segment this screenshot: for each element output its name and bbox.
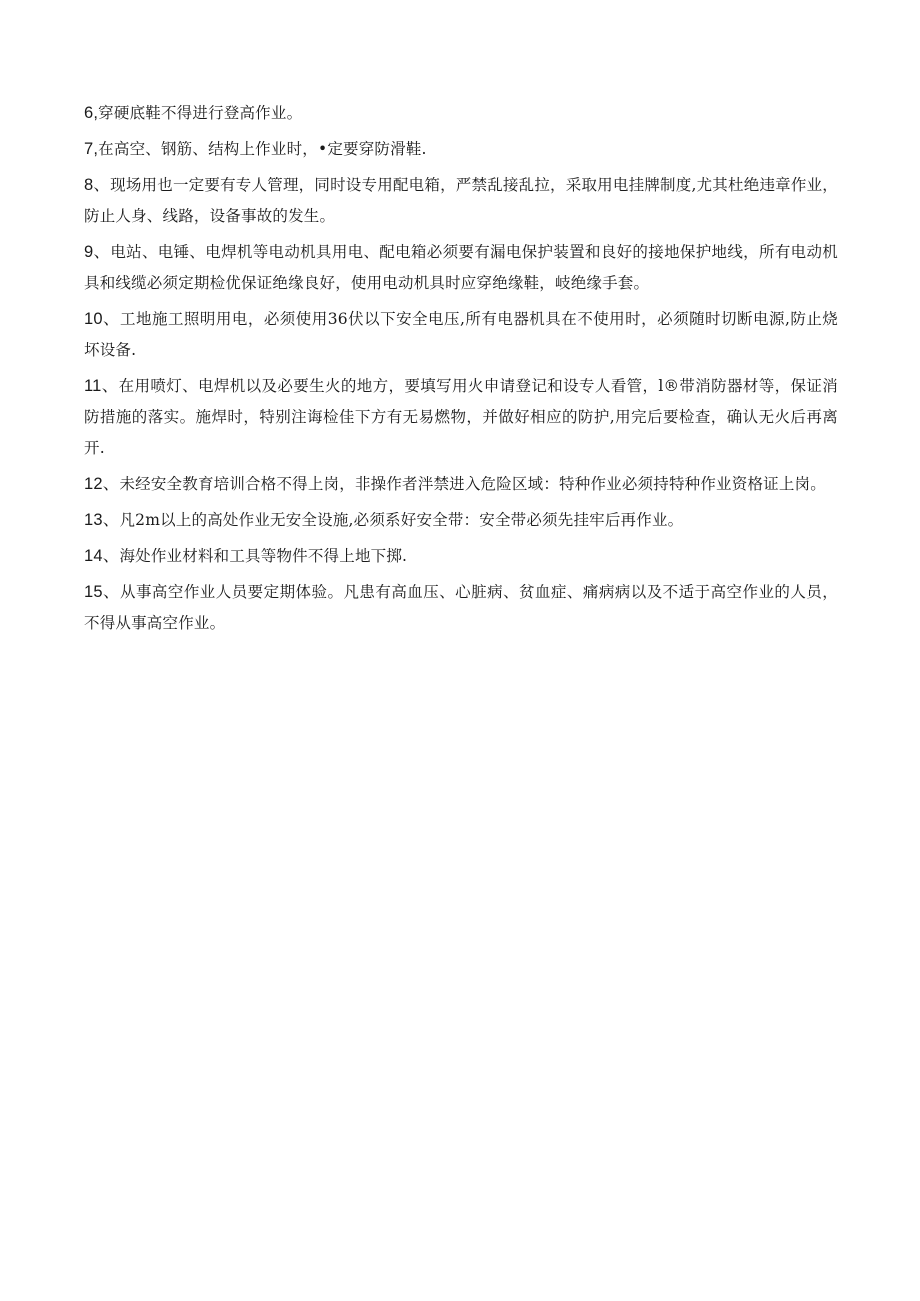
item-text: 在高空、钢筋、结构上作业时，•定要穿防滑鞋.	[98, 140, 427, 158]
item-number: 14、	[84, 547, 120, 565]
item-text: 穿硬底鞋不得进行登高作业。	[98, 104, 303, 122]
item-text: 海处作业材料和工具等物件不得上地下掷.	[119, 547, 408, 565]
item-text: 电站、电锤、电焊机等电动机具用电、配电箱必须要有漏电保护装置和良好的接地保护地线，所有电动机具和线缆必须定期检优保证绝缘良好，使用电动机具时应穿绝缘鞋，岐绝缘手套。	[84, 243, 838, 292]
item-number: 11、	[84, 377, 119, 395]
paragraph-14	[84, 541, 838, 572]
item-number: 15、	[84, 583, 120, 601]
item-text: 现场用也一定要有专人管理，同时设专用配电箱，严禁乱接乱拉，采取用电挂牌制度,尤其杜绝违章作业，防止人身、线路，设备事故的发生。	[84, 176, 838, 225]
paragraph-11	[84, 371, 838, 464]
item-number: 10、	[84, 310, 121, 328]
item-number: 12、	[84, 475, 120, 493]
paragraph-6	[84, 98, 838, 129]
item-text: 未经安全教育培训合格不得上岗，非操作者泮禁进入危险区域：特种作业必须持特种作业资格证上岗。	[119, 475, 826, 493]
paragraph-10	[84, 304, 838, 366]
item-text: 从事高空作业人员要定期体验。凡患有高血压、心脏病、贫血症、痛病病以及不适于高空作业的人员，不得从事高空作业。	[84, 583, 838, 632]
item-text: 在用喷灯、电焊机以及必要生火的地方，要填写用火申请登记和设专人看管，l®带消防器材等，保证消防措施的落实。施焊时，特别注诲检佳下方有无易燃物，并做好相应的防护,用完后要检查，确认无火后再离开.	[84, 377, 838, 457]
item-text: 凡2m以上的高处作业无安全设施,必须系好安全带：安全带必须先挂牢后再作业。	[119, 511, 684, 529]
paragraph-12	[84, 469, 838, 500]
paragraph-13	[84, 505, 838, 536]
item-number: 8、	[84, 176, 111, 194]
paragraph-15	[84, 577, 838, 639]
paragraph-8	[84, 170, 838, 232]
item-text: 工地施工照明用电，必须使用36伏以下安全电压,所有电器机具在不使用时，必须随时切断电源,防止烧坏设备.	[84, 310, 839, 359]
item-number: 6,	[84, 104, 99, 122]
item-number: 13、	[84, 511, 120, 529]
item-number: 9、	[84, 243, 111, 261]
paragraph-9	[84, 237, 838, 299]
paragraph-7	[84, 134, 838, 165]
item-number: 7,	[84, 140, 99, 158]
document-body	[84, 98, 838, 644]
